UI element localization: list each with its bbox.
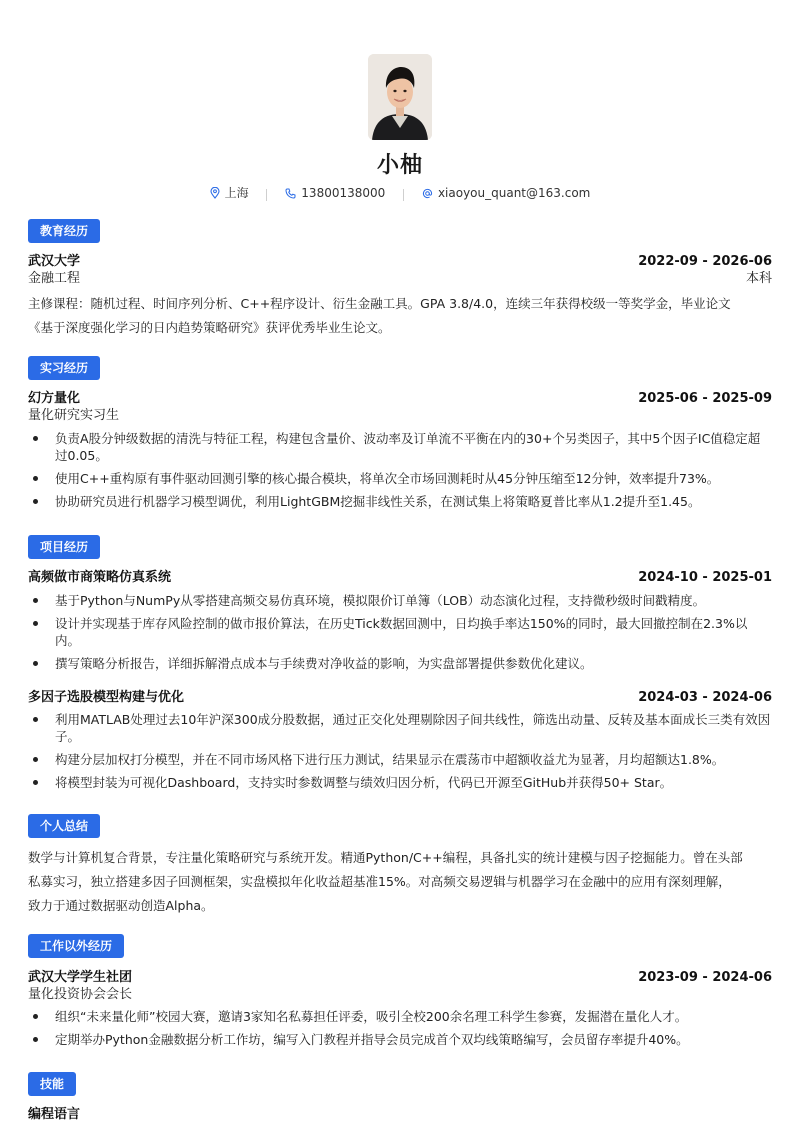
list-item: 利用MATLAB处理过去10年沪深300成分股数据，通过正交化处理剔除因子间共线性，筛选出动量、反转及基本面成长三类有效因子。 [28, 711, 772, 745]
project-period: 2024-03 - 2024-06 [638, 690, 772, 705]
extracurricular-period: 2023-09 - 2024-06 [638, 970, 772, 985]
location-pin-icon [210, 187, 220, 199]
list-item: 定期举办Python金融数据分析工作坊，编写入门教程并指导会员完成首个双均线策略编写，会员留存率提升40%。 [28, 1031, 772, 1048]
list-item: 将模型封装为可视化Dashboard，支持实时参数调整与绩效归因分析，代码已开源至GitHub并获得50+ Star。 [28, 774, 772, 791]
summary-line: 私募实习，独立搭建多因子回测框架，实盘模拟年化收益超基准15%。对高频交易逻辑与机器学习在金融中的应用有深刻理解， [28, 874, 731, 889]
list-item: 组织“未来量化师”校园大赛，邀请3家知名私募担任评委，吸引全校200余名理工科学生参赛，发掘潜在量化人才。 [28, 1008, 772, 1025]
list-item: 使用C++重构原有事件驱动回测引擎的核心撮合模块，将单次全市场回测耗时从45分钟压缩至12分钟，效率提升73%。 [28, 470, 772, 487]
contact-divider [403, 189, 404, 201]
list-item: 基于Python与NumPy从零搭建高频交易仿真环境，模拟限价订单簿（LOB）动态演化过程，支持微秒级时间戳精度。 [28, 592, 772, 609]
extracurricular-bullets [28, 1008, 772, 1054]
person-portrait-icon [368, 54, 432, 140]
section-title-projects: 项目经历 [28, 535, 100, 559]
project-name: 多因子选股模型构建与优化 [28, 690, 185, 705]
internship-period: 2025-06 - 2025-09 [638, 391, 772, 406]
contact-bar [0, 184, 800, 202]
section-title-summary: 个人总结 [28, 814, 100, 838]
candidate-name: 小柚 [376, 153, 423, 178]
profile-photo [368, 54, 432, 140]
section-title-education: 教育经历 [28, 219, 100, 243]
project-name: 高频做市商策略仿真系统 [28, 570, 172, 585]
section-title-skills: 技能 [28, 1072, 76, 1096]
phone-text: 13800138000 [301, 186, 386, 200]
list-item: 协助研究员进行机器学习模型调优，利用LightGBM挖掘非线性关系，在测试集上将策略夏普比率从1.2提升至1.45。 [28, 493, 772, 510]
phone-icon [285, 188, 296, 199]
company-name: 幻方量化 [28, 391, 81, 406]
extracurricular-role: 量化投资协会会长 [28, 987, 133, 1002]
list-item: 撰写策略分析报告，详细拆解滑点成本与手续费对净收益的影响，为实盘部署提供参数优化建议。 [28, 655, 772, 672]
skill-category-heading: 编程语言 [28, 1107, 81, 1122]
degree: 本科 [745, 271, 772, 286]
school-name: 武汉大学 [28, 254, 81, 269]
internship-role: 量化研究实习生 [28, 408, 120, 423]
project-bullets [28, 711, 772, 797]
contact-divider [266, 189, 267, 201]
internship-bullets [28, 430, 772, 516]
project-bullets [28, 592, 772, 678]
section-title-extracurricular: 工作以外经历 [28, 934, 124, 958]
list-item: 设计并实现基于库存风险控制的做市报价算法，在历史Tick数据回测中，日均换手率达150%的同时，最大回撤控制在2.3%以内。 [28, 615, 772, 649]
education-period: 2022-09 - 2026-06 [638, 254, 772, 269]
email-text: xiaoyou_quant@163.com [437, 186, 591, 200]
project-period: 2024-10 - 2025-01 [638, 570, 772, 585]
contact-phone [285, 186, 385, 200]
education-description-line: 主修课程：随机过程、时间序列分析、C++程序设计、衍生金融工具。GPA 3.8/4.0，连续三年获得校级一等奖学金，毕业论文 [28, 296, 731, 311]
contact-email [422, 186, 590, 200]
education-description [28, 292, 772, 340]
education-description-line: 《基于深度强化学习的日内趋势策略研究》获评优秀毕业生论文。 [28, 320, 391, 335]
summary-line: 数学与计算机复合背景，专注量化策略研究与系统开发。精通Python/C++编程，具备扎实的统计建模与因子挖掘能力。曾在头部 [28, 850, 743, 865]
contact-location [210, 184, 249, 201]
major: 金融工程 [28, 271, 81, 286]
list-item: 负责A股分钟级数据的清洗与特征工程，构建包含量价、波动率及订单流不平衡在内的30+个另类因子，其中5个因子IC值稳定超过0.05。 [28, 430, 772, 464]
location-text: 上海 [224, 186, 249, 200]
organization-name: 武汉大学学生社团 [28, 970, 133, 985]
summary-line: 致力于通过数据驱动创造Alpha。 [28, 898, 214, 913]
summary-text [28, 846, 772, 918]
list-item: 构建分层加权打分模型，并在不同市场风格下进行压力测试，结果显示在震荡市中超额收益尤为显著，月均超额达1.8%。 [28, 751, 772, 768]
at-sign-icon [422, 188, 433, 199]
section-title-internship: 实习经历 [28, 356, 100, 380]
